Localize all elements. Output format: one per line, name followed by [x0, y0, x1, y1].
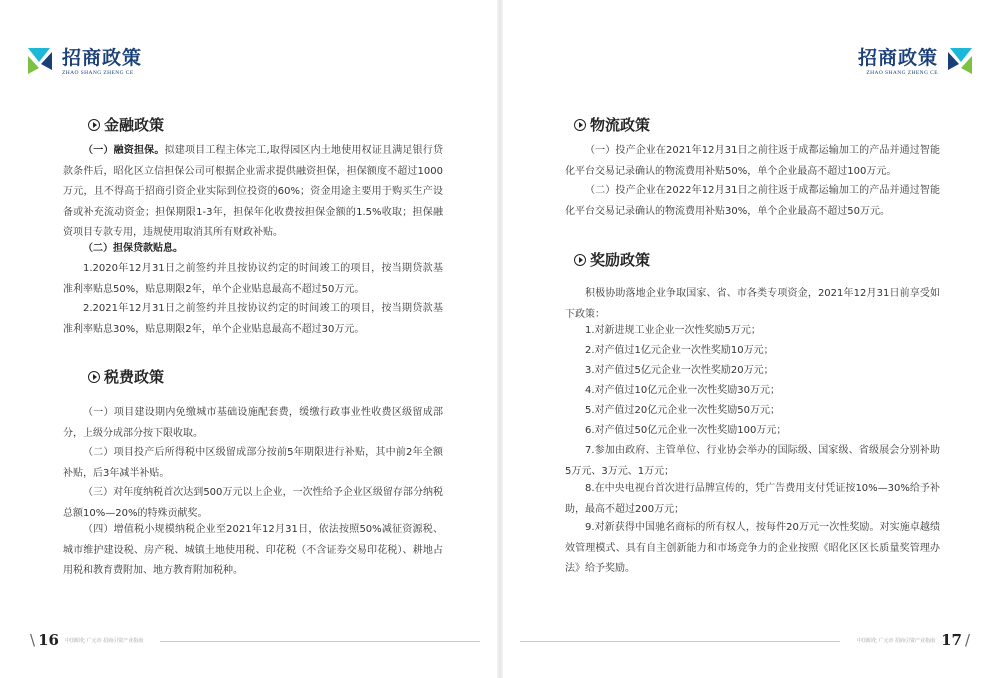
section-title-text: 物流政策	[590, 116, 651, 134]
paragraph-text: 拟建项目工程主体完工,取得园区内土地使用权证且满足银行贷款条件后，昭化区立信担保公司可根据企业需求提供融资担保，担保额度不超过1000万元，且不得高于招商引资企业实际到位投资的60%；资金用途主要用于购买生产设备或补充流动资金；担保期限1-3年，担保年化收费按担保金额的1.5%收取；担保融资项目专款专用，违规使用取消其所有财政补贴。	[63, 145, 443, 238]
paragraph-reward-intro: 积极协助落地企业争取国家、省、市各类专项资金，2021年12月31日前享受如下政策：	[565, 288, 940, 320]
footer-text: 中国昭化 广元市 招商引资产业指南	[856, 637, 936, 644]
header-title: 招商政策	[857, 47, 938, 69]
brand-logo-icon	[938, 48, 972, 74]
header-subtitle: ZHAO SHANG ZHENG CE	[62, 70, 134, 76]
section-title-reward	[574, 249, 650, 270]
paragraph-tax-4: （四）增值税小规模纳税企业至2021年12月31日，依法按照50%减征资源税、城市维护建设税、房产税、城镇土地使用税、印花税（不含证券交易印花税）、耕地占用税和教育费附加、地方教育附加税种。	[63, 524, 443, 576]
paragraph-finance-guarantee	[63, 141, 443, 244]
brand-logo-icon	[28, 48, 62, 74]
list-item: 9.对新获得中国驰名商标的所有权人，按每件20万元一次性奖励。对实施卓越绩效管理模式、具有自主创新能力和市场竞争力的企业按照《昭化区区长质量奖管理办法》给予奖励。	[565, 522, 940, 574]
right-page	[500, 0, 1000, 678]
paragraph-tax-2: （二）项目投产后所得税中区级留成部分按前5年期限进行补贴，其中前2年全额补贴，后3年减半补贴。	[63, 447, 443, 479]
header-subtitle: ZHAO SHANG ZHENG CE	[866, 70, 938, 76]
section-title-logistics	[574, 114, 650, 135]
list-item: 1.对新进规工业企业一次性奖励5万元；	[585, 325, 761, 336]
section-title-tax	[88, 366, 164, 387]
paragraph-finance-subsidy-1: 1.2020年12月31日之前签约并且按协议约定的时间竣工的项目，按当期贷款基准利率贴息50%，贴息期限2年，单个企业贴息最高不超过50万元。	[63, 263, 443, 295]
paragraph-finance-subsidy-2: 2.2021年12月31日之前签约并且按协议约定的时间竣工的项目，按当期贷款基准利率贴息30%，贴息期限2年，单个企业贴息最高不超过30万元。	[63, 303, 443, 335]
paragraph-logistics-2: （二）投产企业在2022年12月31日之前往返于成都运输加工的产品并通过智能化平台交易记录确认的物流费用补贴30%，单个企业最高不超过50万元。	[565, 185, 940, 217]
paragraph-tax-3: （三）对年度纳税首次达到500万元以上企业，一次性给予企业区级留存部分纳税总额10%—20%的特殊贡献奖。	[63, 487, 443, 519]
footer-divider	[520, 641, 840, 642]
list-item: 6.对产值过50亿元企业一次性奖励100万元；	[585, 425, 787, 436]
page-footer	[857, 631, 970, 649]
page-footer	[30, 631, 143, 649]
footer-text: 中国昭化 广元市 招商引资产业指南	[64, 637, 144, 644]
play-circle-icon	[574, 254, 586, 266]
list-item: 8.在中央电视台首次进行品牌宣传的，凭广告费用支付凭证按10%—30%给予补助，最高不超过200万元；	[565, 483, 940, 515]
paragraph-tax-1: （一）项目建设期内免缴城市基础设施配套费，缓缴行政事业性收费区级留成部分，上级分成部分按下限收取。	[63, 407, 443, 439]
paragraph-finance-subsidy-label	[63, 239, 443, 260]
paragraph-logistics-1: （一）投产企业在2021年12月31日之前往返于成都运输加工的产品并通过智能化平台交易记录确认的物流费用补贴50%，单个企业最高不超过100万元。	[565, 145, 940, 177]
page-number: 17	[941, 631, 962, 649]
paragraph-label: （一）融资担保。	[83, 145, 165, 156]
play-circle-icon	[574, 119, 586, 131]
play-circle-icon	[88, 119, 100, 131]
list-item: 3.对产值过5亿元企业一次性奖励20万元；	[585, 365, 774, 376]
footer-slash-icon: /	[964, 631, 970, 649]
page-number: 16	[38, 631, 59, 649]
list-item: 4.对产值过10亿元企业一次性奖励30万元；	[585, 385, 780, 396]
section-title-text: 税费政策	[104, 368, 165, 386]
footer-slash-icon: \	[30, 631, 36, 649]
section-title-text: 金融政策	[104, 116, 165, 134]
list-item: 5.对产值过20亿元企业一次性奖励50万元；	[585, 405, 780, 416]
page-header	[858, 48, 938, 76]
footer-divider	[160, 641, 480, 642]
section-title-text: 奖励政策	[590, 251, 651, 269]
play-circle-icon	[88, 371, 100, 383]
section-title-finance	[88, 114, 164, 135]
list-item: 2.对产值过1亿元企业一次性奖励10万元；	[585, 345, 774, 356]
paragraph-label: （二）担保贷款贴息。	[83, 243, 183, 254]
list-item: 7.参加由政府、主管单位、行业协会举办的国际级、国家级、省级展会分别补助5万元、3万元、1万元；	[565, 445, 940, 477]
page-header	[62, 48, 142, 76]
header-title: 招商政策	[62, 47, 143, 69]
